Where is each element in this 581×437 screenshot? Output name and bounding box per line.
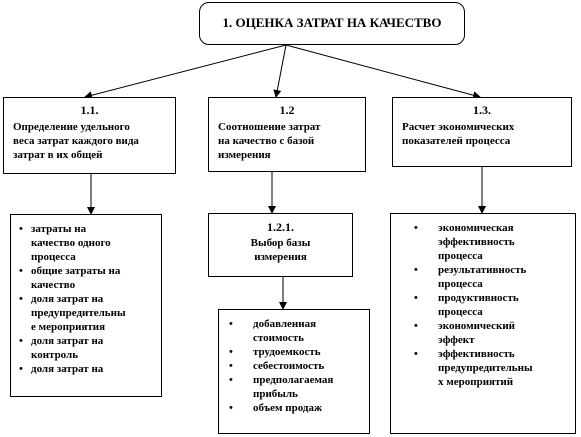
list-item: • доля затрат на предупредительны е мероприятия xyxy=(19,292,159,334)
list-item: • продуктивность процесса xyxy=(414,291,572,319)
list-item: • экономическая эффективность процесса xyxy=(414,221,572,263)
arrow-root-to-1-3 xyxy=(286,45,480,97)
branch-1-1-list xyxy=(19,222,159,376)
branch-1-2-number: 1.2 xyxy=(279,103,295,117)
list-item: • экономический эффект xyxy=(414,319,572,347)
arrow-root-to-1-1 xyxy=(85,45,286,97)
list-item: • затраты на качество одного процесса xyxy=(19,222,159,264)
arrow-root-to-1-2 xyxy=(276,45,286,97)
branch-1-1-text: Определение удельного веса затрат каждого вида затрат в их общей xyxy=(13,121,139,161)
list-item: • трудоемкость xyxy=(229,345,367,359)
branch-1-2-1-number: 1.2.1. xyxy=(267,220,294,234)
branch-1-2-text: Соотношение затрат на качество с базой измерения xyxy=(218,121,321,161)
branch-1-3-list xyxy=(414,221,572,389)
list-item: • добавленная стоимость xyxy=(229,317,367,345)
branch-1-2-1-list xyxy=(229,317,367,415)
list-item: • объем продаж xyxy=(229,401,367,415)
list-item: • доля затрат на контроль xyxy=(19,334,159,362)
list-item: • себестоимость xyxy=(229,359,367,373)
root-title: 1. ОЦЕНКА ЗАТРАТ НА КАЧЕСТВО xyxy=(222,15,442,30)
branch-1-2-1-text: Выбор базы измерения xyxy=(250,237,311,263)
list-item: • эффективность предупредительны х мероприятий xyxy=(414,347,572,389)
list-item: • результативность процесса xyxy=(414,263,572,291)
list-item: • общие затраты на качество xyxy=(19,264,159,292)
branch-1-3-number: 1.3. xyxy=(473,103,491,117)
branch-1-3-text: Расчет экономических показателей процесса xyxy=(402,121,515,147)
branch-1-1-number: 1.1. xyxy=(80,103,99,117)
list-item: • предполагаемая прибыль xyxy=(229,373,367,401)
list-item: • доля затрат на xyxy=(19,362,159,376)
